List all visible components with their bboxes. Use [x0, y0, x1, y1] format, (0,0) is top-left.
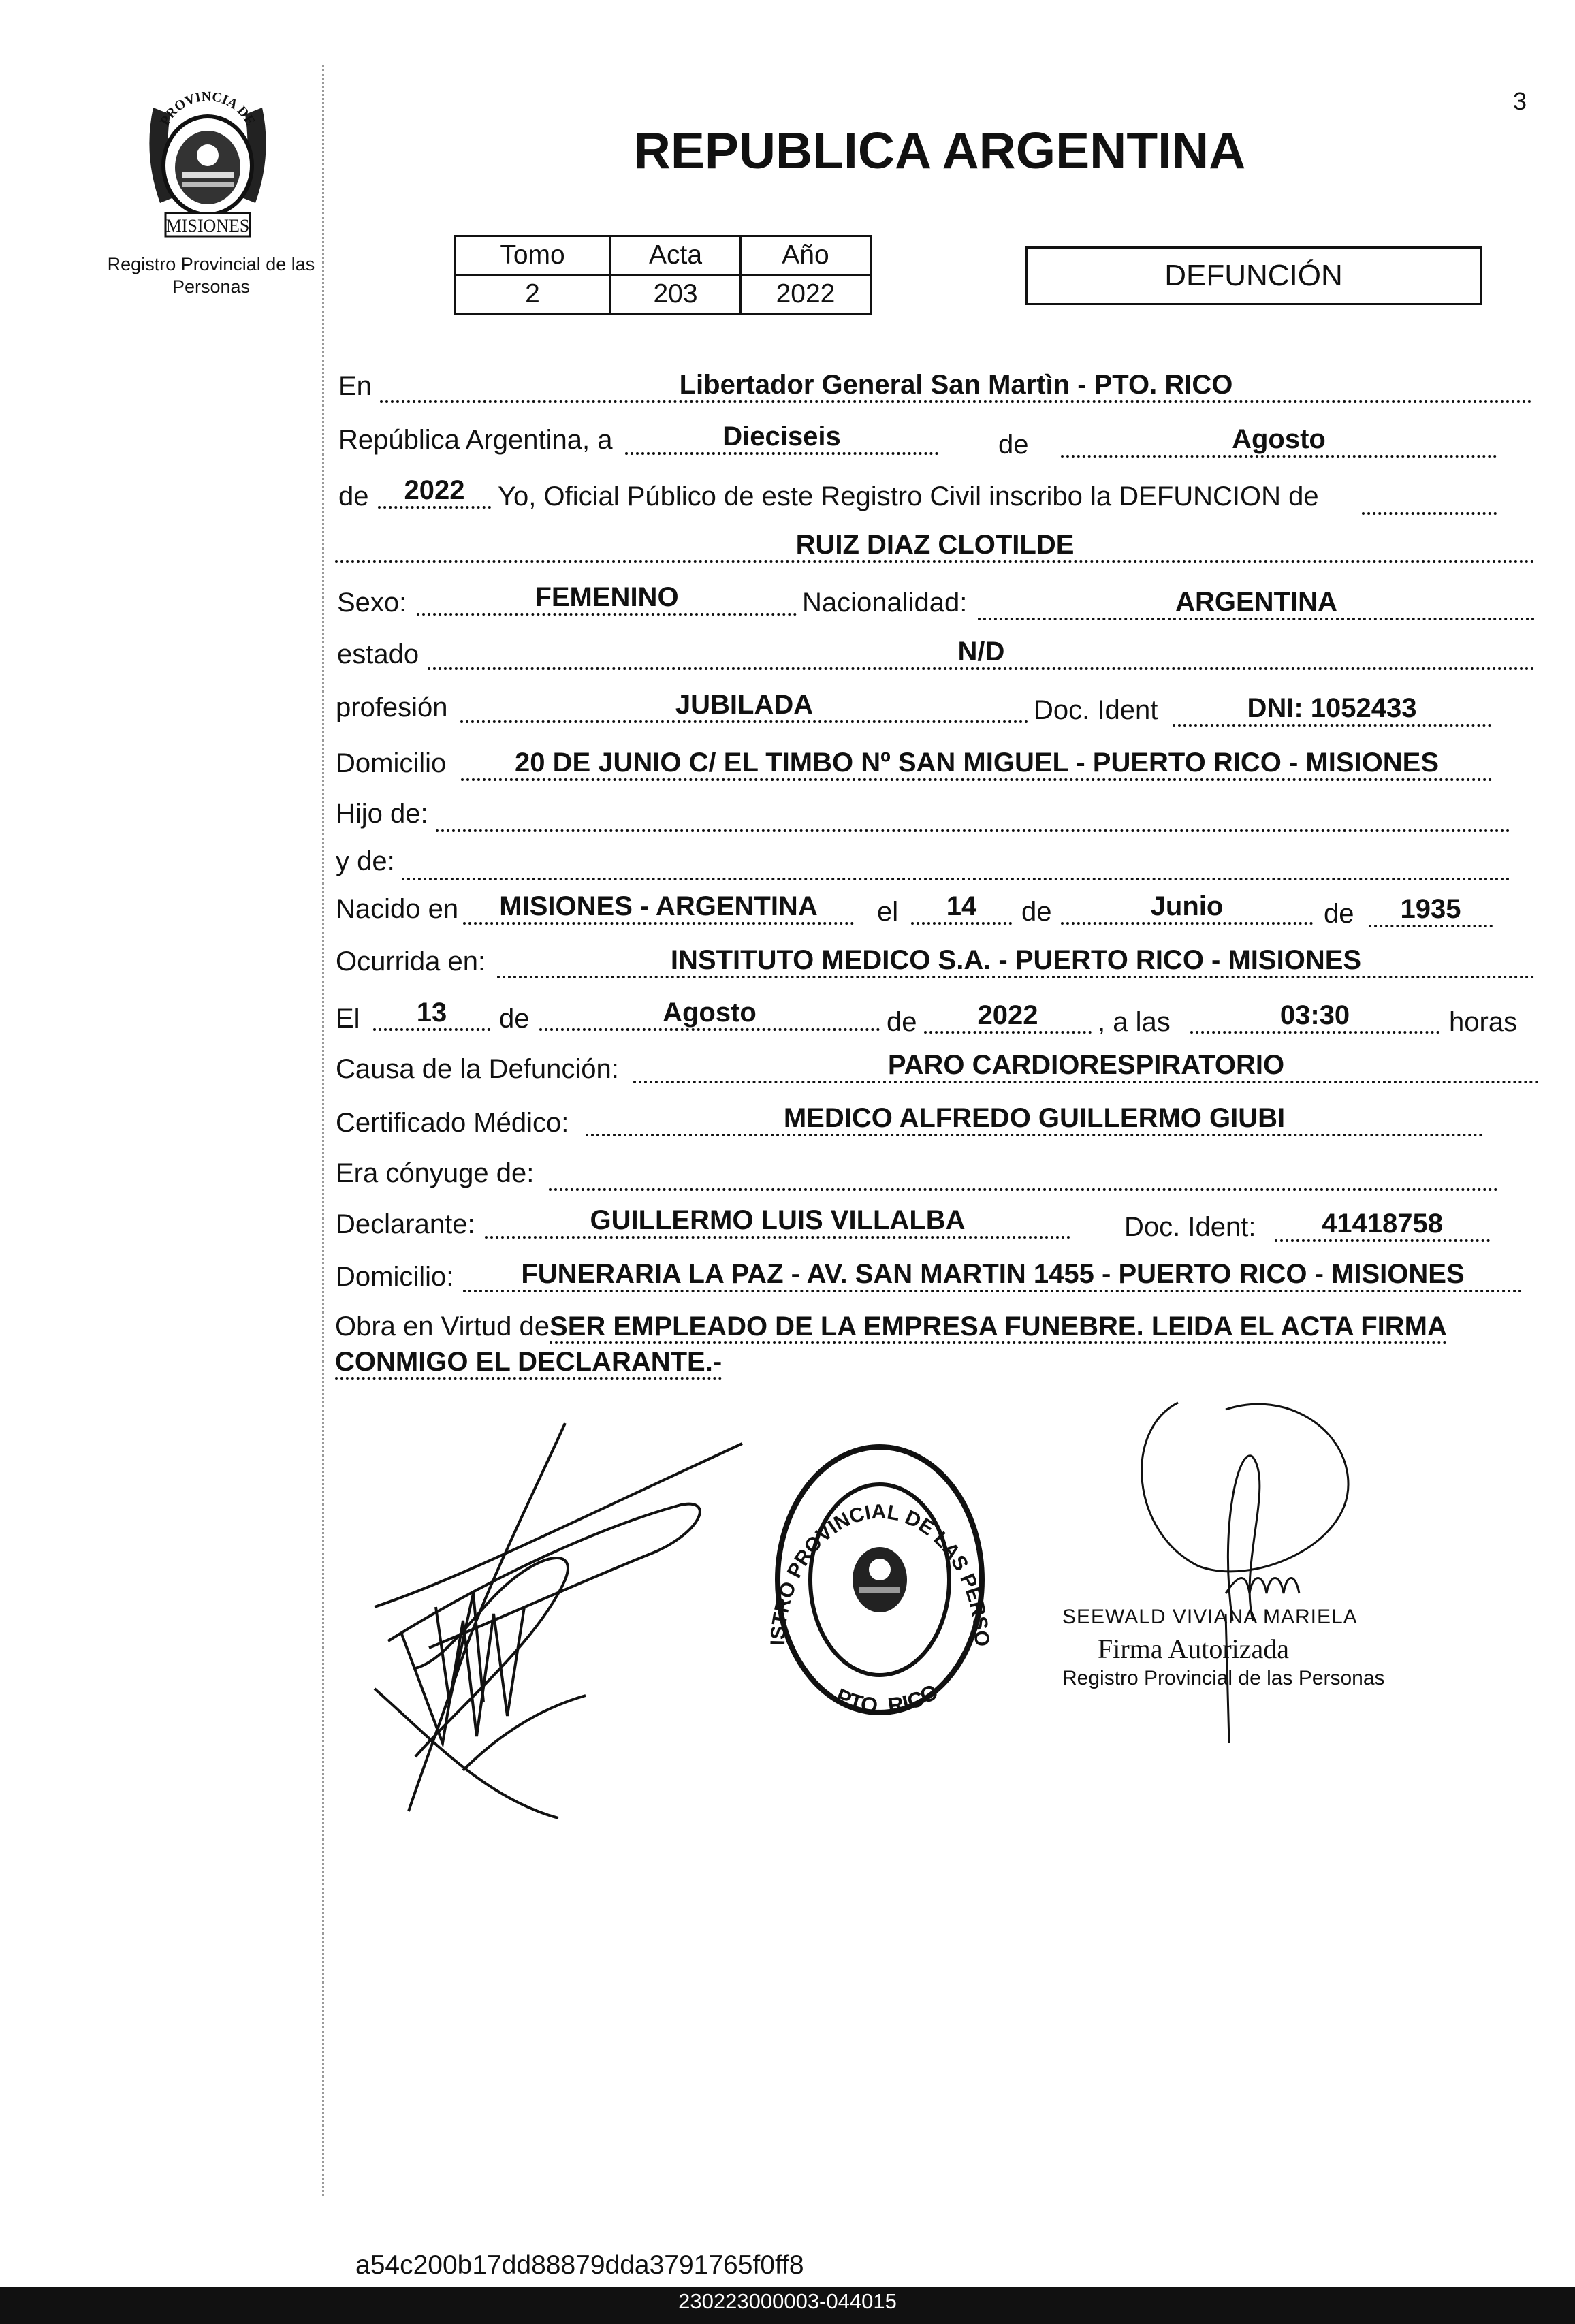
label-doc-ident-decl: Doc. Ident:	[1124, 1212, 1256, 1242]
header-acta: Acta	[611, 236, 741, 275]
label-hijo-de: Hijo de:	[336, 799, 428, 829]
label-de-birth-year: de	[1324, 899, 1354, 929]
label-domicilio: Domicilio	[336, 748, 447, 778]
page-number: 3	[1513, 87, 1527, 115]
label-de-death-year: de	[887, 1007, 917, 1037]
label-conyuge: Era cónyuge de:	[336, 1158, 535, 1188]
field-cause: PARO CARDIORESPIRATORIO	[633, 1048, 1539, 1083]
svg-text:REGISTRO PROVINCIAL DE LAS PER	[757, 1423, 993, 1647]
declarant-signature	[361, 1416, 769, 1828]
field-place: Libertador General San Martìn - PTO. RICO	[380, 368, 1532, 403]
margin-line	[322, 65, 324, 2196]
country-title: REPUBLICA ARGENTINA	[633, 122, 1246, 179]
signer-name: SEEWALD VIVIANA MARIELA	[1062, 1606, 1358, 1628]
label-estado: estado	[337, 639, 419, 669]
field-occurred-in: INSTITUTO MEDICO S.A. - PUERTO RICO - MISIONES	[497, 943, 1535, 978]
field-declarant: GUILLERMO LUIS VILLALBA	[485, 1203, 1070, 1239]
field-address: 20 DE JUNIO C/ EL TIMBO Nº SAN MIGUEL - PUERTO RICO - MISIONES	[461, 746, 1493, 781]
field-doc-ident: DNI: 1052433	[1173, 691, 1491, 727]
value-ano: 2022	[741, 275, 871, 314]
header-tomo: Tomo	[455, 236, 611, 275]
field-declarant-address: FUNERARIA LA PAZ - AV. SAN MARTIN 1455 - PUERTO RICO - MISIONES	[463, 1257, 1523, 1292]
label-a-las: , a las	[1098, 1007, 1171, 1037]
label-doc-ident: Doc. Ident	[1034, 695, 1158, 725]
svg-text:PTO. RICO	[832, 1679, 942, 1718]
label-certificado: Certificado Médico:	[336, 1108, 569, 1138]
field-day-words: Dieciseis	[625, 419, 938, 455]
label-de-birth-day: de	[1021, 897, 1052, 927]
label-ocurrida-en: Ocurrida en:	[336, 946, 486, 976]
field-sex: FEMENINO	[417, 580, 797, 616]
label-nacido-en: Nacido en	[336, 894, 459, 924]
label-obra: Obra en Virtud de	[335, 1311, 550, 1341]
field-civil-status: N/D	[428, 635, 1535, 670]
field-spouse	[549, 1156, 1498, 1191]
label-domicilio-decl: Domicilio:	[336, 1262, 454, 1292]
field-profession: JUBILADA	[460, 688, 1028, 723]
registry-name: Registro Provincial de las Personas	[107, 254, 315, 297]
field-birthplace: MISIONES - ARGENTINA	[463, 889, 854, 925]
label-de-death-day: de	[499, 1004, 530, 1034]
label-de-year: de	[338, 481, 369, 511]
value-acta: 203	[611, 275, 741, 314]
label-en: En	[338, 371, 372, 401]
label-yo-oficial: Yo, Oficial Público de este Registro Civil inscribo la DEFUNCION de	[498, 481, 1319, 511]
value-tomo: 2	[455, 275, 611, 314]
field-nationality: ARGENTINA	[978, 585, 1535, 620]
field-death-time: 03:30	[1190, 998, 1439, 1034]
svg-text:PROVINCIA DE: PROVINCIA DE	[157, 89, 258, 128]
seal-ring-text: ISTRO PROVINCIAL DE LAS PERSO	[766, 1500, 993, 1647]
label-causa: Causa de la Defunción:	[336, 1054, 619, 1084]
label-republica: República Argentina, a	[338, 425, 613, 455]
obra-en-virtud	[335, 1309, 1533, 1380]
tomo-acta-ano-table	[454, 235, 872, 315]
field-father	[436, 797, 1510, 832]
label-el-cap: El	[336, 1004, 360, 1034]
field-birth-month: Junio	[1061, 889, 1313, 925]
signer-title: Firma Autorizada	[1098, 1634, 1290, 1664]
field-physician: MEDICO ALFREDO GUILLERMO GIUBI	[586, 1101, 1483, 1136]
misiones-emblem	[133, 80, 283, 244]
field-declarant-doc: 41418758	[1275, 1207, 1490, 1242]
record-type-box: DEFUNCIÓN	[1025, 246, 1482, 305]
footer-doc-code: 230223000003-044015	[678, 2289, 897, 2313]
label-el: el	[877, 897, 899, 927]
field-death-month: Agosto	[539, 996, 880, 1031]
document-hash: a54c200b17dd88879dda3791765f0ff8	[355, 2250, 804, 2280]
label-horas: horas	[1449, 1007, 1518, 1037]
official-signature	[1117, 1389, 1375, 1747]
field-month: Agosto	[1061, 422, 1497, 458]
label-sexo: Sexo:	[337, 588, 407, 618]
field-year: 2022	[378, 473, 491, 509]
signer-office: Registro Provincial de las Personas	[1062, 1667, 1385, 1689]
field-obra-text: SER EMPLEADO DE LA EMPRESA FUNEBRE. LEIDA EL ACTA FIRMA CONMIGO EL DECLARANTE.-	[335, 1311, 1447, 1380]
field-birth-year: 1935	[1369, 892, 1493, 927]
field-mother	[402, 845, 1510, 880]
label-declarante: Declarante:	[336, 1209, 475, 1239]
field-deceased-name: RUIZ DIAZ CLOTILDE	[335, 528, 1535, 563]
field-death-year: 2022	[924, 998, 1092, 1034]
label-de: de	[998, 430, 1029, 460]
label-profesion: profesión	[336, 693, 448, 722]
field-defuncion-de	[1362, 485, 1497, 515]
official-seal	[757, 1423, 1002, 1733]
header-ano: Año	[741, 236, 871, 275]
svg-text:MISIONES: MISIONES	[165, 216, 250, 236]
label-y-de: y de:	[336, 846, 395, 876]
seal-location: PTO. RICO	[831, 1678, 943, 1719]
field-death-day: 13	[373, 996, 490, 1031]
label-nacionalidad: Nacionalidad:	[802, 588, 968, 618]
field-birth-day: 14	[911, 889, 1012, 925]
